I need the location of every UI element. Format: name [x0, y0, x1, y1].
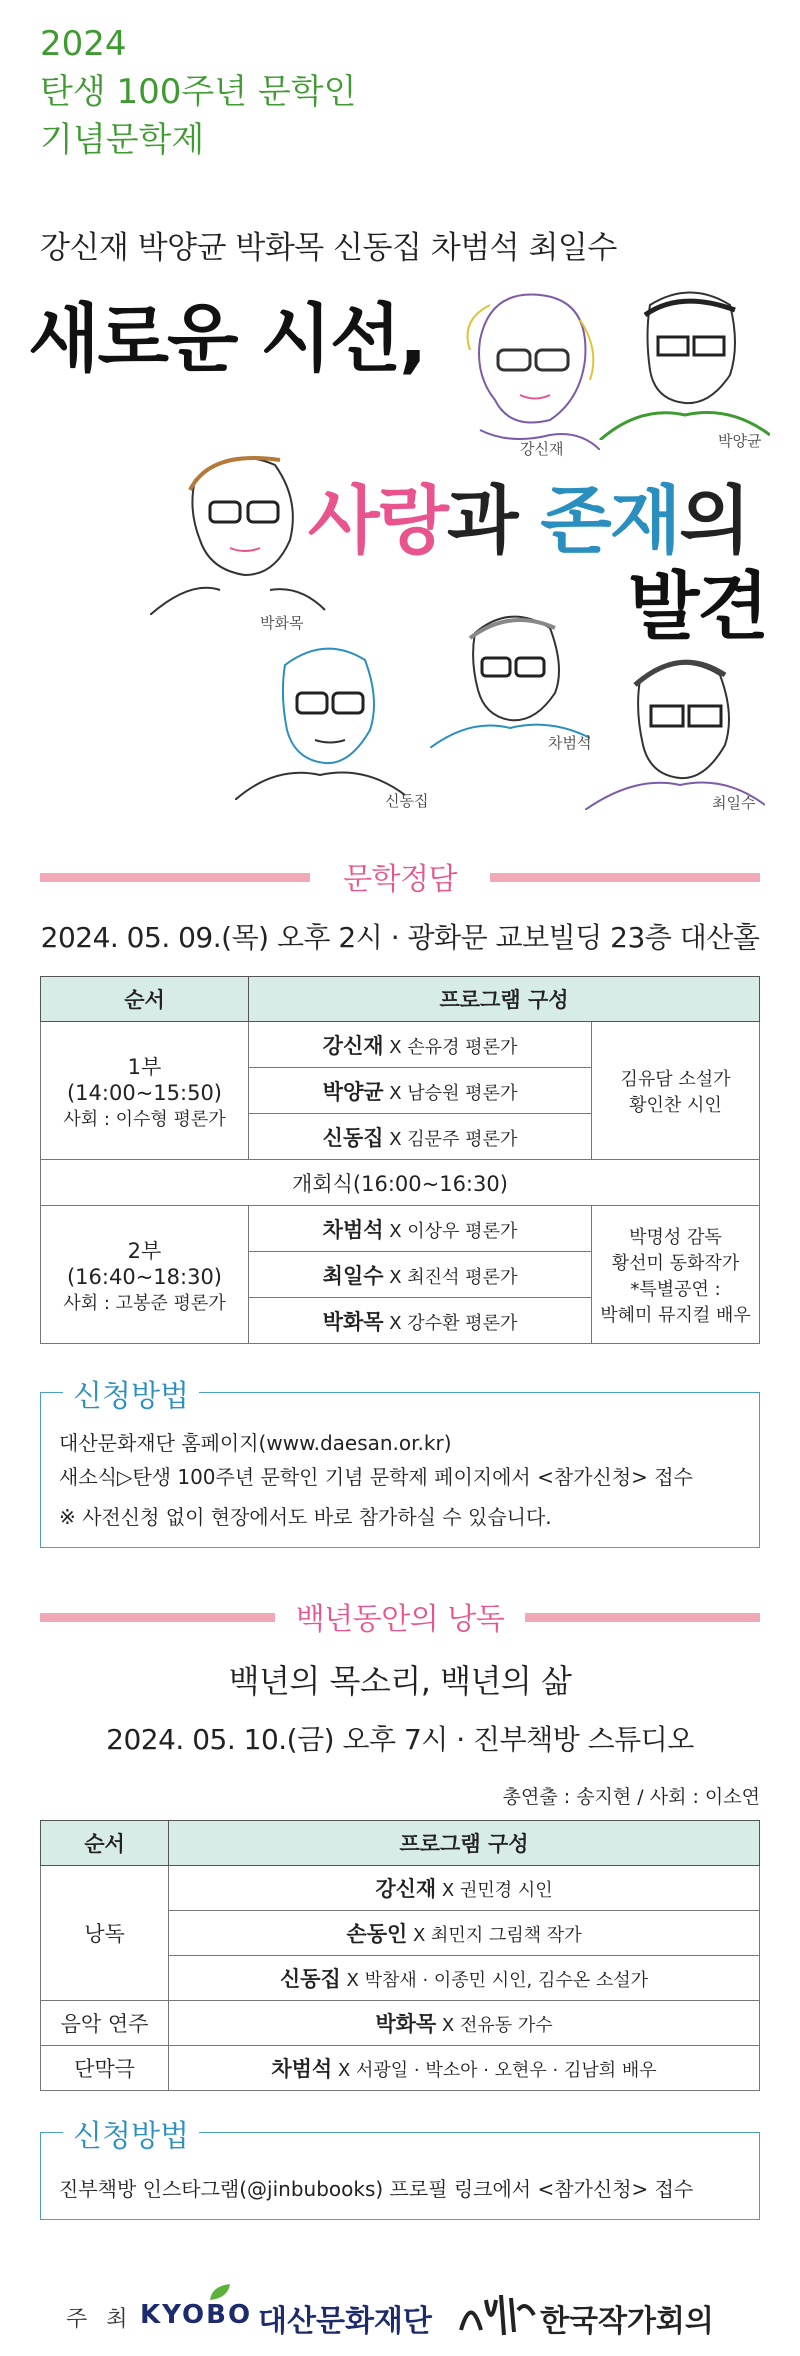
writers-association-logo-icon	[456, 2290, 536, 2340]
music-pair: 박화목 X 전유동 가수	[169, 2001, 760, 2046]
part1-guests: 김유담 소설가 황인찬 시인	[592, 1022, 760, 1160]
headline-line3: 발견	[628, 564, 767, 650]
part2-pair: 박화목 X 강수환 평론가	[249, 1298, 592, 1344]
footer-organizers	[0, 2290, 800, 2350]
host-label: 주 최	[66, 2307, 134, 2332]
reading-pair: 신동집 X 박참새 · 이종민 시인, 김수온 소설가	[169, 1956, 760, 2001]
portrait-label-kang: 강신재	[520, 440, 564, 458]
section1-datetime: 2024. 05. 09.(목) 오후 2시 · 광화문 교보빌딩 23층 대산홀	[40, 921, 760, 954]
part1-time: (14:00~15:50)	[66, 1080, 223, 1105]
section2-apply-line1: 진부책방 인스타그램(@jinbubooks) 프로필 링크에서 <참가신청> 접수	[59, 2177, 694, 2201]
section2-apply-box	[40, 2119, 760, 2220]
header-order: 순서	[41, 977, 249, 1022]
section1-apply-line2: 새소식▷탄생 100주년 문학인 기념 문학제 페이지에서 <참가신청> 접수	[59, 1465, 693, 1489]
header-program: 프로그램 구성	[249, 977, 760, 1022]
header-order: 순서	[41, 1821, 169, 1866]
reading-label: 낭독	[41, 1866, 169, 2001]
event-title	[40, 20, 356, 164]
portrait-label-shin-dongjip: 신동집	[385, 792, 429, 810]
portrait-choi-ilsu	[585, 640, 765, 810]
reading-pair: 강신재 X 권민경 시인	[169, 1866, 760, 1911]
portrait-label-cha-beomseok: 차범석	[548, 734, 592, 752]
part1-host: 사회 : 이수형 평론가	[63, 1108, 226, 1130]
portrait-kang-sinjae	[440, 280, 600, 450]
author-names: 강신재 박양균 박화목 신동집 차범석 최일수	[40, 230, 617, 266]
section2-subtitle: 백년의 목소리, 백년의 삶	[228, 1662, 572, 1700]
portrait-label-choi-ilsu: 최일수	[712, 794, 756, 812]
section2-apply-label: 신청방법	[63, 2111, 199, 2155]
headline-love: 사랑	[308, 478, 447, 564]
header-program: 프로그램 구성	[169, 1821, 760, 1866]
section1-heading	[40, 862, 760, 897]
part1-cell	[41, 1022, 249, 1160]
part2-host: 사회 : 고봉준 평론가	[63, 1292, 226, 1314]
section2-program-table	[40, 1820, 760, 2091]
table-header-row	[41, 1821, 760, 1866]
part1-pair: 강신재 X 손유경 평론가	[249, 1022, 592, 1068]
section1-program-table	[40, 976, 760, 1344]
part2-name: 2부	[127, 1238, 162, 1263]
section1-apply-label: 신청방법	[63, 1371, 199, 1415]
table-row	[41, 1866, 760, 1911]
part2-pair: 차범석 X 이상우 평론가	[249, 1206, 592, 1252]
headline-existence: 존재	[540, 478, 680, 564]
headline-of: 의	[679, 478, 749, 564]
play-pair: 차범석 X 서광일 · 박소아 · 오현우 · 김남희 배우	[169, 2046, 760, 2091]
portrait-park-hwamok	[150, 440, 330, 615]
headline-and: 과	[446, 478, 541, 564]
table-row	[41, 2001, 760, 2046]
event-year: 2024	[40, 24, 127, 64]
part1-pair: 박양균 X 남승원 평론가	[249, 1068, 592, 1114]
section1-title: 문학정담	[343, 862, 457, 897]
section2-title: 백년동안의 낭독	[295, 1602, 505, 1637]
section1-apply-box	[40, 1379, 760, 1548]
music-label: 음악 연주	[41, 2001, 169, 2046]
portrait-label-park-yanggyun: 박양균	[718, 432, 762, 450]
section2-datetime: 2024. 05. 10.(금) 오후 7시 · 진부책방 스튜디오	[106, 1723, 694, 1756]
kyobo-logo: KYOBO	[140, 2300, 253, 2330]
table-row	[41, 1160, 760, 1206]
reading-pair: 손동인 X 최민지 그림책 작가	[169, 1911, 760, 1956]
daesan-logo: 대산문화재단	[258, 2304, 432, 2339]
section1-apply-line3: ※ 사전신청 없이 현장에서도 바로 참가하실 수 있습니다.	[59, 1505, 552, 1529]
event-title-line1: 탄생 100주년 문학인	[40, 72, 357, 112]
table-row	[41, 1206, 760, 1252]
part2-guests: 박명성 감독 황선미 동화작가 *특별공연 : 박혜미 뮤지컬 배우	[592, 1206, 760, 1344]
portrait-cha-beomseok	[430, 598, 590, 748]
table-header-row	[41, 977, 760, 1022]
part1-pair: 신동집 X 김문주 평론가	[249, 1114, 592, 1160]
section2-heading	[40, 1602, 760, 1637]
table-row	[41, 2046, 760, 2091]
play-label: 단막극	[41, 2046, 169, 2091]
part2-cell	[41, 1206, 249, 1344]
headline-line1: 새로운 시선,	[28, 296, 426, 382]
portrait-label-park-hwamok: 박화목	[260, 614, 304, 632]
part1-name: 1부	[127, 1054, 162, 1079]
portrait-park-yanggyun	[590, 275, 770, 440]
event-title-line2: 기념문학제	[40, 120, 205, 160]
table-row	[41, 1022, 760, 1068]
part2-time: (16:40~18:30)	[66, 1264, 223, 1289]
opening-ceremony: 개회식(16:00~16:30)	[41, 1160, 760, 1206]
writers-association-logo: 한국작가회의	[540, 2304, 714, 2339]
portrait-shin-dongjip	[235, 625, 415, 800]
part2-pair: 최일수 X 최진석 평론가	[249, 1252, 592, 1298]
section2-credits: 총연출 : 송지현 / 사회 : 이소연	[502, 1786, 760, 1808]
section1-apply-line1: 대산문화재단 홈페이지(www.daesan.or.kr)	[59, 1431, 452, 1455]
